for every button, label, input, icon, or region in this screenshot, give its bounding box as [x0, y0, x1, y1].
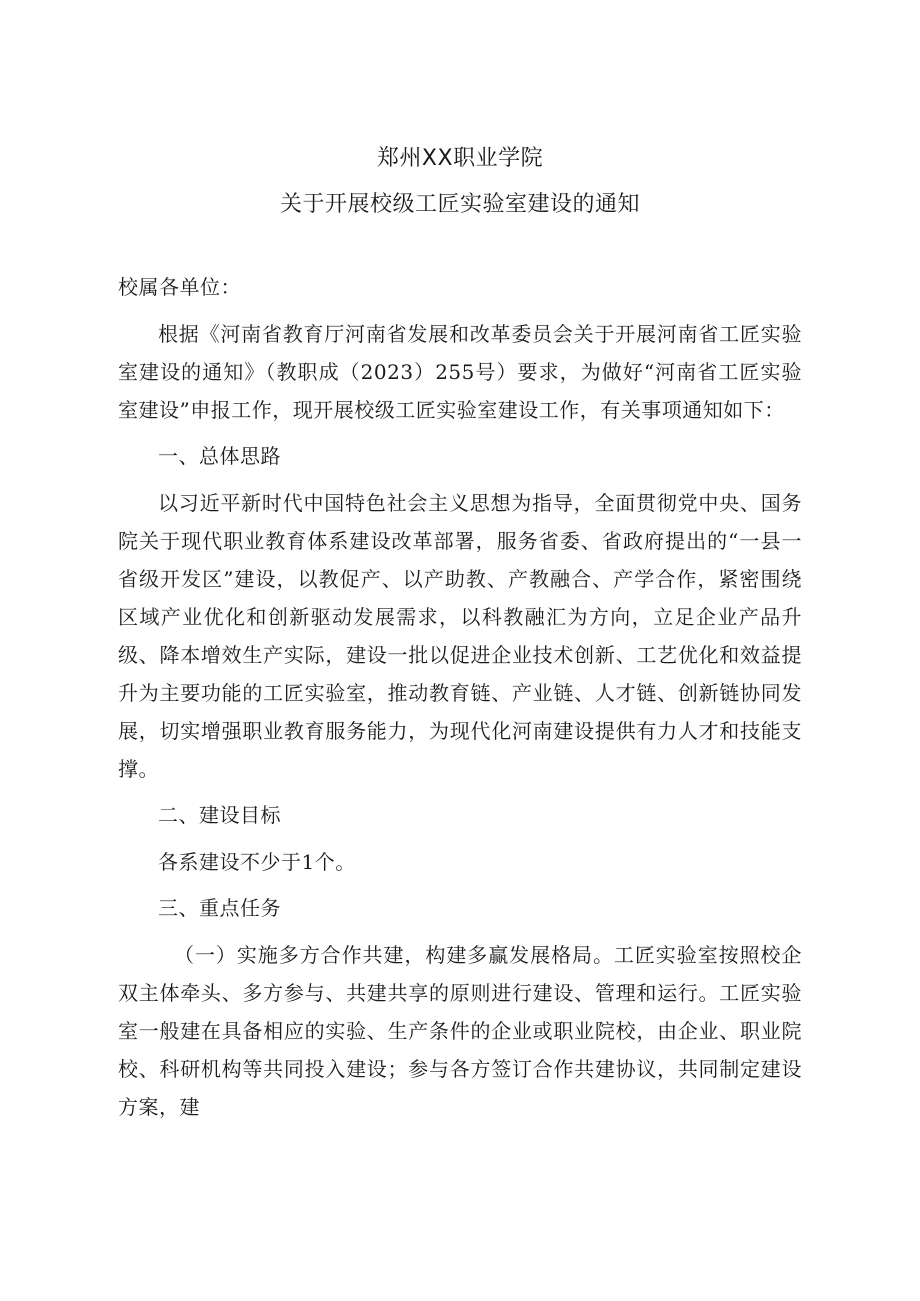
section-heading-2: 二、建设目标: [158, 803, 281, 827]
document-title-school: 郑州XX职业学院: [376, 146, 544, 171]
section-text-1: 以习近平新时代中国特色社会主义思想为指导，全面贯彻党中央、国务院关于现代职业教育体系建设改革部署，服务省委、省政府提出的“一县一省级开发区”建设，以教促产、以产助教、产教融合、产学合作，紧密围绕区域产业优化和创新驱动发展需求，以科教融汇为方向，立足企业产品升级、降本增效生产实际，建设一批以促进企业技术创新、工艺优化和效益提升为主要功能的工匠实验室，推动教育链、产业链、人才链、创新链协同发展，切实增强职业教育服务能力，为现代化河南建设提供有力人才和技能支撑。: [118, 490, 802, 781]
section-text-3: （一）实施多方合作共建，构建多赢发展格局。工匠实验室按照校企双主体牵头、多方参与、共建共享的原则进行建设、管理和运行。工匠实验室一般建在具备相应的实验、生产条件的企业或职业院校，由企业、职业院校、科研机构等共同投入建设；参与各方签订合作共建协议，共同制定建设方案，建: [118, 942, 802, 1119]
document-body: [118, 268, 802, 1134]
intro-paragraph: 根据《河南省教育厅河南省发展和改革委员会关于开展河南省工匠实验室建设的通知》（教职成（2023）255号）要求，为做好“河南省工匠实验室建设”申报工作，现开展校级工匠实验室建设工作，有关事项通知如下：: [118, 321, 802, 422]
salutation: 校属各单位：: [118, 275, 241, 299]
section-heading-3: 三、重点任务: [158, 896, 281, 920]
section-heading-1: 一、总体思路: [158, 444, 281, 468]
section-text-2: 各系建设不少于1个。: [158, 849, 356, 874]
document-title-notice: 关于开展校级工匠实验室建设的通知: [279, 192, 640, 217]
